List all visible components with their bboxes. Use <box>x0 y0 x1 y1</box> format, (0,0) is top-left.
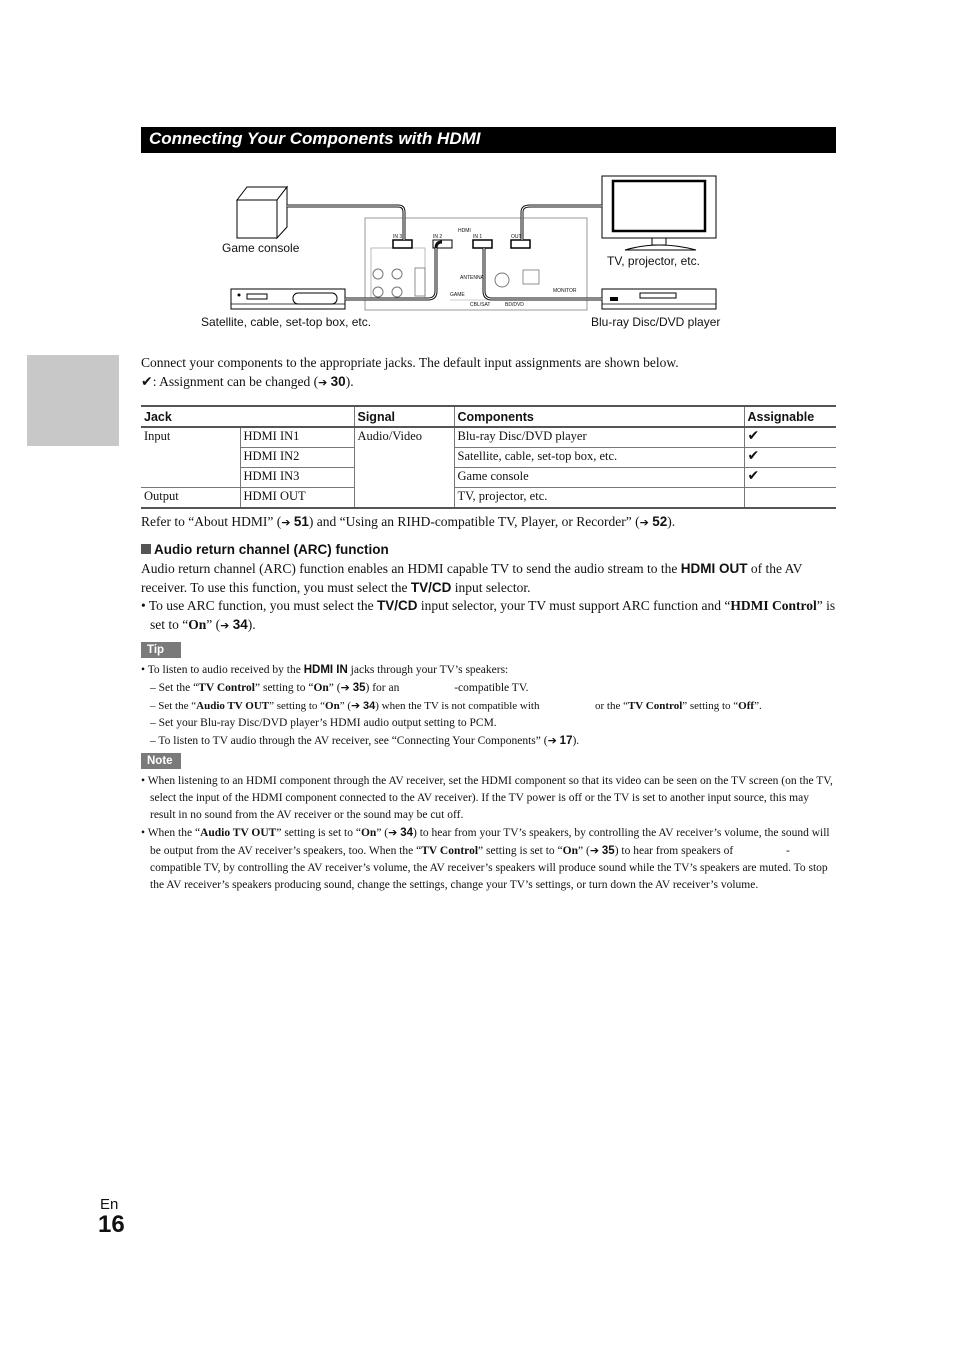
cell-port: HDMI IN1 <box>240 427 354 448</box>
refer-paragraph: Refer to “About HDMI” (➔ 51) and “Using an RIHD-compatible TV, Player, or Recorder” (➔ 52). <box>141 514 676 529</box>
page-ref: 35 <box>601 845 615 857</box>
page-ref: 35 <box>352 682 366 694</box>
cell-jack <box>141 448 240 468</box>
panel-bdvd-label: BD/DVD <box>505 302 524 308</box>
intro-paragraph <box>141 354 836 392</box>
cell-jack <box>141 468 240 488</box>
cell-port: HDMI OUT <box>240 488 354 509</box>
col-header-jack: Jack <box>141 406 354 427</box>
tv-illustration <box>602 176 716 250</box>
intro-line1: Connect your components to the appropriate jacks. The default input assignments are shown below. <box>141 355 679 370</box>
tip-sub-item: – To listen to TV audio through the AV receiver, see “Connecting Your Components” (➔ 17). <box>150 734 580 747</box>
satellite-box-illustration <box>231 289 345 309</box>
cell-port: HDMI IN2 <box>240 448 354 468</box>
cell-component: Satellite, cable, set-top box, etc. <box>454 448 744 468</box>
cell-component: Blu-ray Disc/DVD player <box>454 427 744 448</box>
side-tab <box>27 355 119 446</box>
table-row <box>141 488 836 509</box>
cell-signal <box>354 468 454 488</box>
note-bullet: • When listening to an HDMI component through the AV receiver, set the HDMI component so that its video can be seen on the TV screen (on the TV, select the input of the HDMI component connected to the AV receiver). If the TV power is off or the TV is set to another input source, this may result in no sound from the AV receiver or the sound may be cut off. <box>141 775 833 821</box>
tip-badge: Tip <box>141 642 181 658</box>
page-ref: 34 <box>362 700 376 712</box>
cell-signal <box>354 488 454 509</box>
table-row <box>141 427 836 448</box>
jack-assignment-table <box>141 405 836 509</box>
game-console-label: Game console <box>222 241 300 255</box>
cell-jack: Output <box>141 488 240 509</box>
intro-line2: ✔: Assignment can be changed (➔ 30). <box>141 373 354 390</box>
cell-port: HDMI IN3 <box>240 468 354 488</box>
note-badge: Note <box>141 753 181 769</box>
page-ref: 17 <box>559 735 573 747</box>
satellite-label: Satellite, cable, set-top box, etc. <box>201 315 372 329</box>
arrow-icon: ➔ <box>318 375 328 389</box>
bluray-player-illustration <box>602 289 716 309</box>
arrow-icon: ➔ <box>281 516 291 529</box>
tip-bullet: • To listen to audio received by the HDMI IN jacks through your TV’s speakers: <box>141 664 509 676</box>
table-row <box>141 468 836 488</box>
section-header <box>141 127 836 153</box>
tip-sub-item: – Set the “Audio TV OUT” setting to “On” (➔ 34) when the TV is not compatible with or the “TV Control” setting to “Off”. <box>150 699 762 712</box>
tip-sub-item: – Set your Blu-ray Disc/DVD player’s HDMI audio output setting to PCM. <box>150 717 497 729</box>
arrow-icon: ➔ <box>589 844 600 857</box>
col-header-assignable: Assignable <box>744 406 836 427</box>
note-bullet: • When the “Audio TV OUT” setting is set to “On” (➔ 34) to hear from your TV’s speakers, by controlling the AV receiver’s volume, the sound will be output from the AV receiver’s speakers, too. When the “TV Control” setting is set to “On” (➔ 35) to hear from speakers of -compatible TV, by controlling the AV receiver’s volume, the AV receiver’s speakers will produce sound while the TV’s speakers are muted. To stop the AV receiver’s speakers producing sound, change the settings, change your TV’s settings, or turn down the AV receiver’s volume. <box>141 826 830 891</box>
arrow-icon: ➔ <box>639 516 649 529</box>
cell-assignable: ✔ <box>744 448 836 468</box>
page-number: 16 <box>98 1211 125 1238</box>
cell-signal: Audio/Video <box>354 427 454 448</box>
panel-in3-label: IN 3 <box>393 234 403 240</box>
cell-assignable: ✔ <box>744 427 836 448</box>
page-ref: 51 <box>293 514 309 529</box>
panel-in2-label: IN 2 <box>433 234 443 240</box>
cell-component: TV, projector, etc. <box>454 488 744 509</box>
check-mark-icon: ✔ <box>141 373 153 390</box>
cell-signal <box>354 448 454 468</box>
arrow-icon: ➔ <box>547 734 557 747</box>
arrow-icon: ➔ <box>340 681 350 694</box>
panel-out-label: OUT <box>511 234 522 240</box>
tv-label: TV, projector, etc. <box>607 254 700 268</box>
arrow-icon: ➔ <box>220 618 230 632</box>
cell-jack: Input <box>144 429 171 443</box>
tip-sub-item: – Set the “TV Control” setting to “On” (➔ 35) for an -compatible TV. <box>150 681 529 694</box>
table-header-row <box>141 406 836 427</box>
table-row <box>141 448 836 468</box>
section-title: Connecting Your Components with HDMI <box>149 129 481 148</box>
page-ref: 52 <box>652 514 668 529</box>
cell-component: Game console <box>454 468 744 488</box>
page-ref: 34 <box>400 827 414 839</box>
arrow-icon: ➔ <box>388 826 398 839</box>
panel-game-label: GAME <box>450 292 465 298</box>
cell-assignable: ✔ <box>744 468 836 488</box>
arrow-icon: ➔ <box>351 699 361 712</box>
panel-hdmi-label: HDMI <box>458 228 471 234</box>
panel-monitor-label: MONITOR <box>553 288 577 294</box>
arc-bullet: • To use ARC function, you must select the TV/CD input selector, your TV must support ARC function and “HDMI Control” is set to “On” (➔ 34). <box>141 598 836 632</box>
game-console-illustration <box>237 187 287 238</box>
panel-antenna-label: ANTENNA <box>460 275 484 281</box>
square-bullet-icon <box>141 544 151 554</box>
panel-cbl-label: CBL/SAT <box>470 302 491 308</box>
col-header-signal: Signal <box>354 406 454 427</box>
arc-heading: Audio return channel (ARC) function <box>141 542 389 557</box>
note-content <box>141 773 836 894</box>
page-language: En <box>100 1196 119 1213</box>
cell-assignable <box>744 488 836 509</box>
bluray-label: Blu-ray Disc/DVD player <box>591 315 721 329</box>
page-ref: 30 <box>330 373 346 389</box>
receiver-rear-panel <box>365 218 587 310</box>
tip-content <box>141 662 841 750</box>
arc-paragraph: Audio return channel (ARC) function enables an HDMI capable TV to send the audio stream to the HDMI OUT of the AV receiver. To use this function, you must select the TV/CD input selector. <box>141 561 803 595</box>
panel-in1-label: IN 1 <box>473 234 483 240</box>
col-header-components: Components <box>454 406 744 427</box>
page-ref: 34 <box>232 616 248 632</box>
hdmi-connection-diagram <box>200 170 740 340</box>
